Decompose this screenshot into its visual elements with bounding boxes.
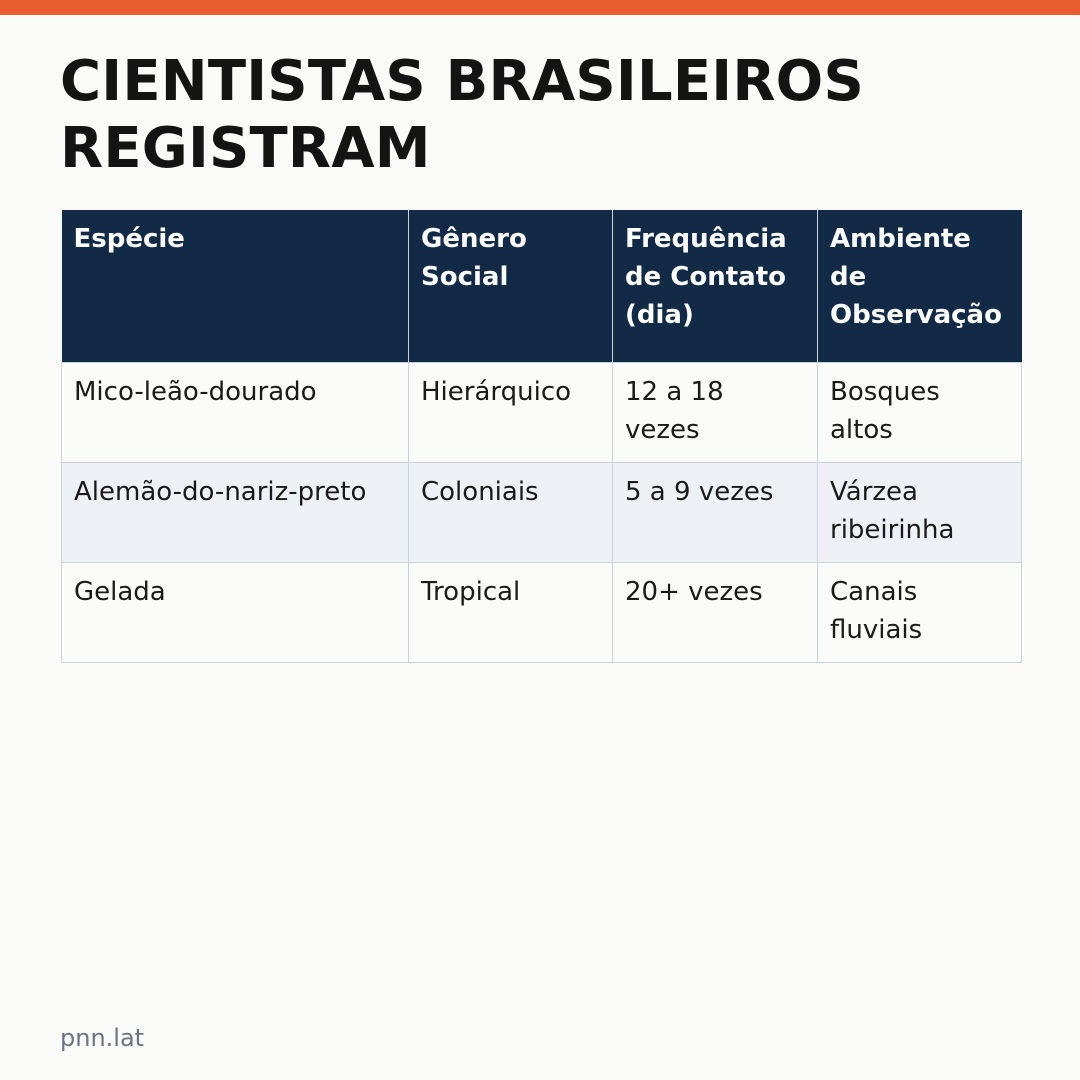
column-header-observation-environment: Ambiente de Observação bbox=[818, 210, 1022, 362]
table-cell-contact-frequency: 12 a 18 vezes bbox=[613, 362, 818, 462]
table-cell-species: Alemão-do-nariz-preto bbox=[62, 462, 409, 562]
column-header-social-genre: Gênero Social bbox=[409, 210, 613, 362]
table-cell-species: Gelada bbox=[62, 562, 409, 662]
table-cell-species: Mico-leão-dourado bbox=[62, 362, 409, 462]
table-header-row bbox=[62, 210, 1022, 362]
table-cell-environment: Bosques altos bbox=[818, 362, 1022, 462]
table-cell-contact-frequency: 20+ vezes bbox=[613, 562, 818, 662]
species-table bbox=[61, 210, 1022, 663]
table-cell-social-genre: Coloniais bbox=[409, 462, 613, 562]
accent-top-bar bbox=[0, 0, 1080, 15]
headline: CIENTISTAS BRASILEIROS REGISTRAM bbox=[60, 49, 864, 181]
column-header-contact-frequency: Frequência de Contato (dia) bbox=[613, 210, 818, 362]
table-cell-environment: Canais fluviais bbox=[818, 562, 1022, 662]
source-credit: pnn.lat bbox=[60, 1024, 145, 1052]
table-row bbox=[62, 462, 1022, 562]
table-row bbox=[62, 562, 1022, 662]
table-row bbox=[62, 362, 1022, 462]
table-cell-social-genre: Tropical bbox=[409, 562, 613, 662]
table-cell-social-genre: Hierárquico bbox=[409, 362, 613, 462]
table-cell-environment: Várzea ribeirinha bbox=[818, 462, 1022, 562]
column-header-species: Espécie bbox=[62, 210, 409, 362]
table-cell-contact-frequency: 5 a 9 vezes bbox=[613, 462, 818, 562]
